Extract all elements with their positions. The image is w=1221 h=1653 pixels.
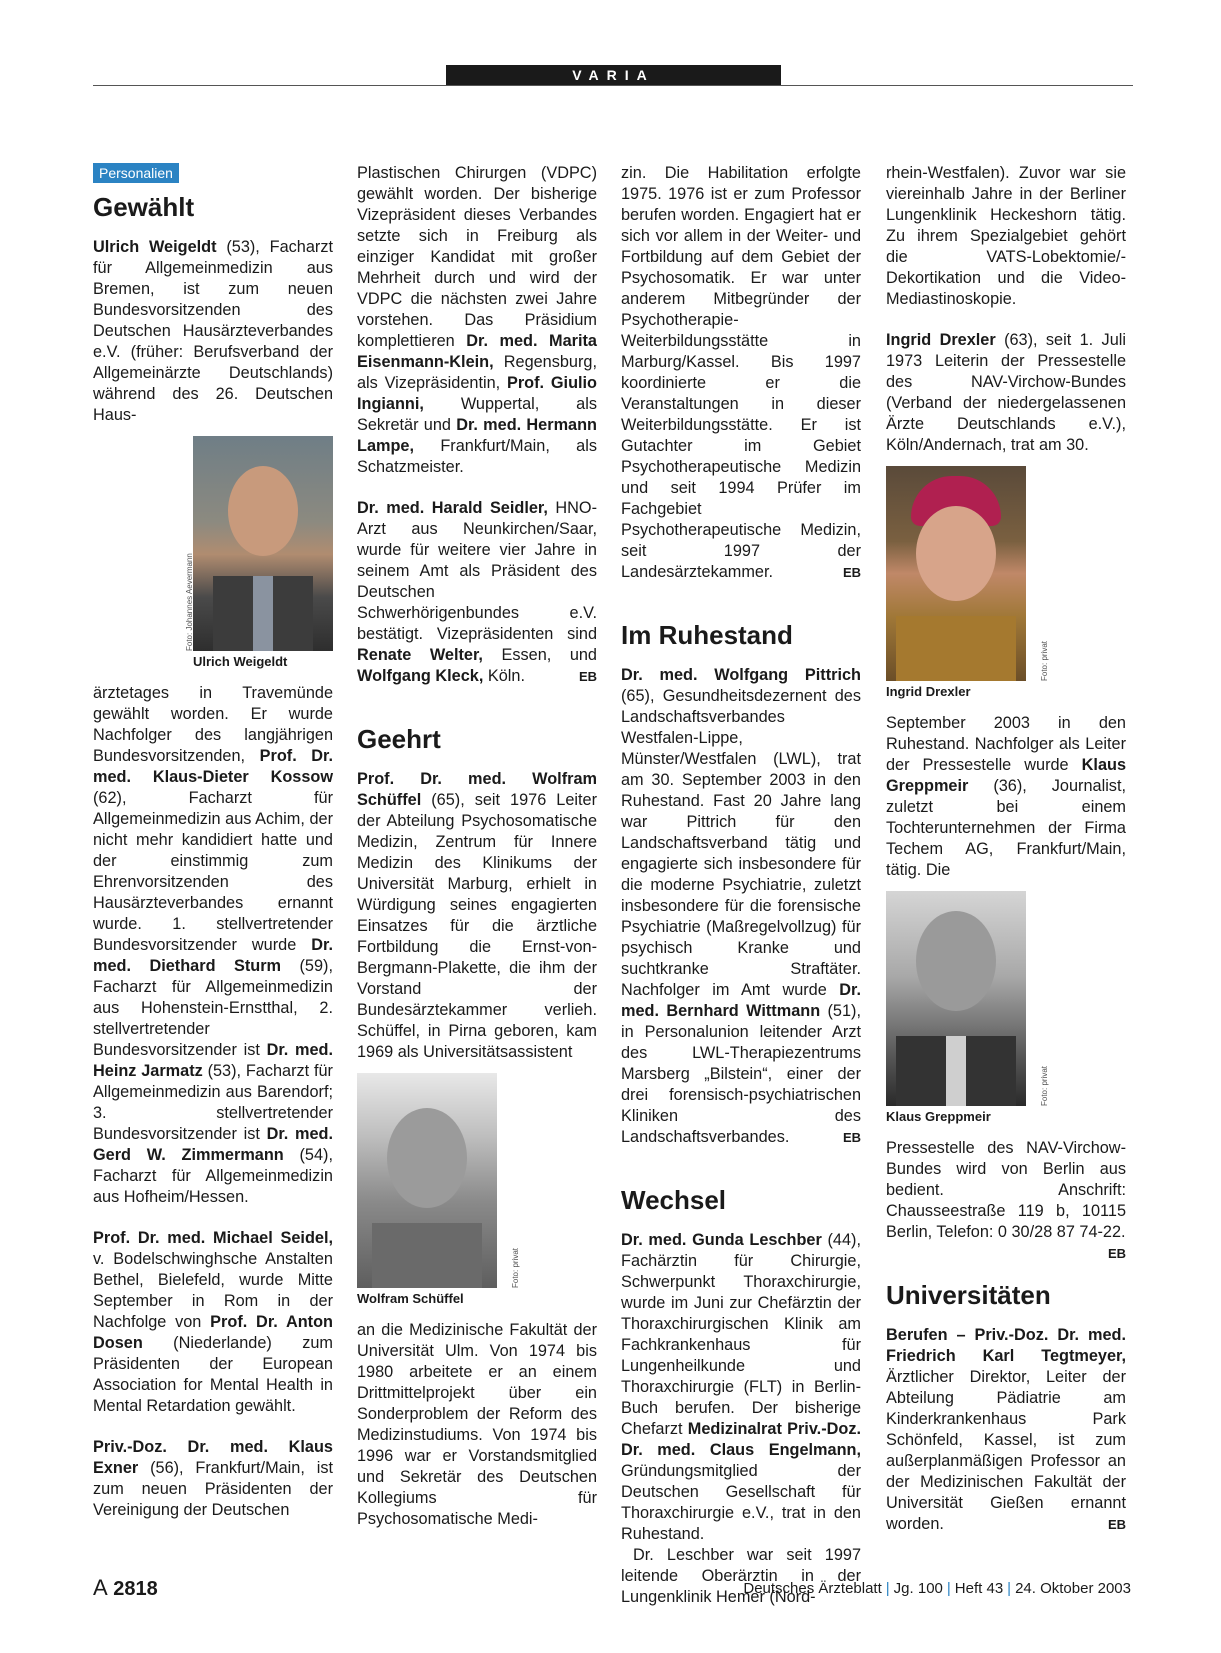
photo-caption: Klaus Greppmeir (886, 1109, 991, 1124)
portrait-image (886, 466, 1026, 681)
paragraph: rhein-Westfalen). Zuvor war sie viereinhalb Jahre in der Berliner Lungenklinik Heckeshorn tätig. Zu ihrem Spezialgebiet gehört die VATS-Lobektomie/-Dekortikation und die Video-Mediastinoskopie. (886, 164, 1126, 308)
heading-universitaeten: Universitäten (886, 1280, 1051, 1310)
section-header: VARIA (446, 65, 781, 85)
paragraph: ärztetages in Travemünde gewählt worden. Er wurde Nachfolger des langjährigen Bundesvorsitzenden, Prof. Dr. med. Klaus-Dieter Kossow (62), Facharzt für Allgemeinmedizin aus Achim, der nicht mehr kandidiert hatte und der einstimmig zum Ehrenvorsitzenden des Hausärzteverbandes ernannt wurde. 1. stellvertretender Bundesvorsitzender wurde Dr. med. Diethard Sturm (59), Facharzt für Allgemeinmedizin aus Hohenstein-Ernstthal, 2. stellvertretender Bundesvorsitzender ist Dr. med. Heinz Jarmatz (53), Facharzt für Allgemeinmedizin aus Barendorf; 3. stellvertretender Bundesvorsitzender ist Dr. med. Gerd W. Zimmermann (54), Facharzt für Allgemeinmedizin aus Hofheim/Hessen. (93, 684, 333, 1206)
author-signature: EB (842, 1130, 861, 1145)
photo-caption: Wolfram Schüffel (357, 1291, 464, 1306)
author-signature: EB (578, 669, 597, 684)
photo-schueffel (357, 1073, 597, 1308)
paragraph: September 2003 in den Ruhestand. Nachfolger als Leiter der Pressestelle wurde Klaus Greppmeir (36), Journalist, zuletzt bei einem Tochterunternehmen der Firma Techem AG, Frankfurt/Main, tätig. Die (886, 714, 1126, 879)
photo-greppmeir (886, 891, 1126, 1126)
paragraph: Dr. med. Gunda Leschber (44), Fachärztin für Chirurgie, Schwerpunkt Thoraxchirurgie, wurde im Juni zur Chefärztin der Thoraxchirurgischen Klinik am Fachkrankenhaus für Lungenheilkunde und Thoraxchirurgie (FLT) in Berlin-Buch berufen. Der bisherige Chefarzt Medizinalrat Priv.-Doz. Dr. med. Claus Engelmann, Gründungsmitglied der Deutschen Gesellschaft für Thoraxchirurgie e.V., trat in den Ruhestand. (621, 1231, 861, 1543)
photo-drexler (886, 466, 1126, 701)
column-3 (621, 163, 861, 1608)
column-4 (886, 163, 1126, 1535)
photo-credit: Foto: privat (511, 1247, 520, 1288)
author-signature: EB (1107, 1517, 1126, 1532)
author-signature: EB (842, 565, 861, 580)
column-1 (93, 163, 333, 1521)
portrait-image (357, 1073, 497, 1288)
portrait-image (193, 436, 333, 651)
paragraph: Berufen – Priv.-Doz. Dr. med. Friedrich Karl Tegtmeyer, Ärztlicher Direktor, Leiter der Abteilung Pädiatrie am Kinderkrankenhaus Park Schönfeld, Kassel, ist zum außerplanmäßigen Professor an der Medizinischen Fakultät der Universität Gießen ernannt worden. EB (886, 1326, 1126, 1533)
heading-geehrt: Geehrt (357, 724, 441, 754)
photo-caption: Ingrid Drexler (886, 684, 971, 699)
paragraph: Prof. Dr. med. Michael Seidel, v. Bodelschwinghsche Anstalten Bethel, Bielefeld, wurde Mitte September in Rom in der Nachfolge von Prof. Dr. Anton Dosen (Niederlande) zum Präsidenten der European Association for Mental Health in Mental Retardation gewählt. (93, 1229, 333, 1415)
paragraph: Dr. med. Wolfgang Pittrich (65), Gesundheitsdezernent des Landschaftsverbandes Westfalen-Lippe, Münster/Westfalen (LWL), trat am 30. September 2003 in den Ruhestand. Fast 20 Jahre lang war Pittrich für den Landschaftsverband tätig und engagierte sich insbesondere für die moderne Psychiatrie, zuletzt insbesondere für die forensische Psychiatrie (Maßregelvollzug) für psychisch Kranke und suchtkranke Straftäter. Nachfolger im Amt wurde Dr. med. Bernhard Wittmann (51), in Personalunion leitender Arzt des LWL-Therapiezentrums Marsberg „Bilstein“, einer der drei forensisch-psychiatrischen Kliniken des Landschaftsverbandes. EB (621, 666, 861, 1146)
category-tag: Personalien (93, 163, 179, 183)
photo-credit: Foto: privat (1040, 640, 1049, 681)
portrait-image (886, 891, 1026, 1106)
journal-info: Deutsches Ärzteblatt | Jg. 100 | Heft 43 | 24. Oktober 2003 (743, 1580, 1131, 1597)
heading-im-ruhestand: Im Ruhestand (621, 620, 793, 650)
column-2 (357, 163, 597, 1530)
photo-caption: Ulrich Weigeldt (193, 654, 288, 669)
paragraph: Ingrid Drexler (63), seit 1. Juli 1973 Leiterin der Pressestelle des NAV-Virchow-Bundes (Verband der niedergelassenen Ärzte Deutschlands e.V.), Köln/Andernach, trat am 30. (886, 331, 1126, 454)
paragraph: Ulrich Weigeldt (53), Facharzt für Allgemeinmedizin aus Bremen, ist zum neuen Bundesvorsitzenden des Deutschen Hausärzteverbandes e.V. (früher: Berufsverband der Allgemeinärzte Deutschlands) während des 26. Deutschen Haus- (93, 238, 333, 424)
page-number: A 2818 (93, 1575, 158, 1600)
photo-credit: Foto: privat (1040, 1065, 1049, 1106)
paragraph: zin. Die Habilitation erfolgte 1975. 1976 ist er zum Professor berufen worden. Engagiert hat er sich vor allem in der Weiter- und Fortbildung auf dem Gebiet der Psychosomatik. Er war unter anderem Mitbegründer der Psychotherapie-Weiterbildungsstätte in Marburg/Kassel. Bis 1997 koordinierte er die Veranstaltungen in dieser Weiterbildungsstätte. Er ist Gutachter im Gebiet Psychotherapeutische Medizin und seit 1994 Prüfer im Fachgebiet Psychotherapeutische Medizin, seit 1997 der Landesärztekammer. EB (621, 164, 861, 581)
author-signature: EB (1107, 1246, 1126, 1261)
paragraph: Priv.-Doz. Dr. med. Klaus Exner (56), Frankfurt/Main, ist zum neuen Präsidenten der Vereinigung der Deutschen (93, 1438, 333, 1519)
heading-gewaehlt: Gewählt (93, 192, 195, 222)
photo-weigeldt (185, 436, 333, 671)
header-rule (93, 85, 1133, 86)
paragraph: Pressestelle des NAV-Virchow-Bundes wird von Berlin aus bedient. Anschrift: Chausseestraße 119 b, 10115 Berlin, Telefon: 0 30/28 87 74-22. EB (886, 1138, 1126, 1243)
paragraph: an die Medizinische Fakultät der Universität Ulm. Von 1974 bis 1980 arbeitete er an einem Drittmittelprojekt über ein Sonderproblem der Reform des Medizinstudiums. Von 1974 bis 1996 war er Vorstandsmitglied und Sekretär des Deutschen Kollegiums für Psychosomatische Medi- (357, 1321, 597, 1528)
paragraph: Dr. med. Harald Seidler, HNO-Arzt aus Neunkirchen/Saar, wurde für weitere vier Jahre in seinem Amt als Präsident des Deutschen Schwerhörigenbundes e.V. bestätigt. Vizepräsidenten sind Renate Welter, Essen, und Wolfgang Kleck, Köln. EB (357, 499, 597, 685)
paragraph: Plastischen Chirurgen (VDPC) gewählt worden. Der bisherige Vizepräsident dieses Verbandes setzte sich in Freiburg als einziger Kandidat mit großer Mehrheit durch und wird der VDPC die nächsten zwei Jahre vorstehen. Das Präsidium komplettieren Dr. med. Marita Eisenmann-Klein, Regensburg, als Vizepräsidentin, Prof. Giulio Ingianni, Wuppertal, als Sekretär und Dr. med. Hermann Lampe, Frankfurt/Main, als Schatzmeister. (357, 164, 597, 476)
paragraph: Dr. Leschber war seit 1997 leitende Oberärztin in der Lungenklinik Hemer (Nord- (621, 1546, 861, 1606)
paragraph: Prof. Dr. med. Wolfram Schüffel (65), seit 1976 Leiter der Abteilung Psychosomatische Medizin, Zentrum für Innere Medizin des Klinikums der Universität Marburg, erhielt in Würdigung seines engagierten Einsatzes für die ärztliche Fortbildung die Ernst-von-Bergmann-Plakette, die ihm der Vorstand der Bundesärztekammer verlieh. Schüffel, in Pirna geboren, kam 1969 als Universitätsassistent (357, 770, 597, 1061)
heading-wechsel: Wechsel (621, 1185, 727, 1215)
photo-credit: Foto: Johannes Aevermann (185, 553, 194, 651)
